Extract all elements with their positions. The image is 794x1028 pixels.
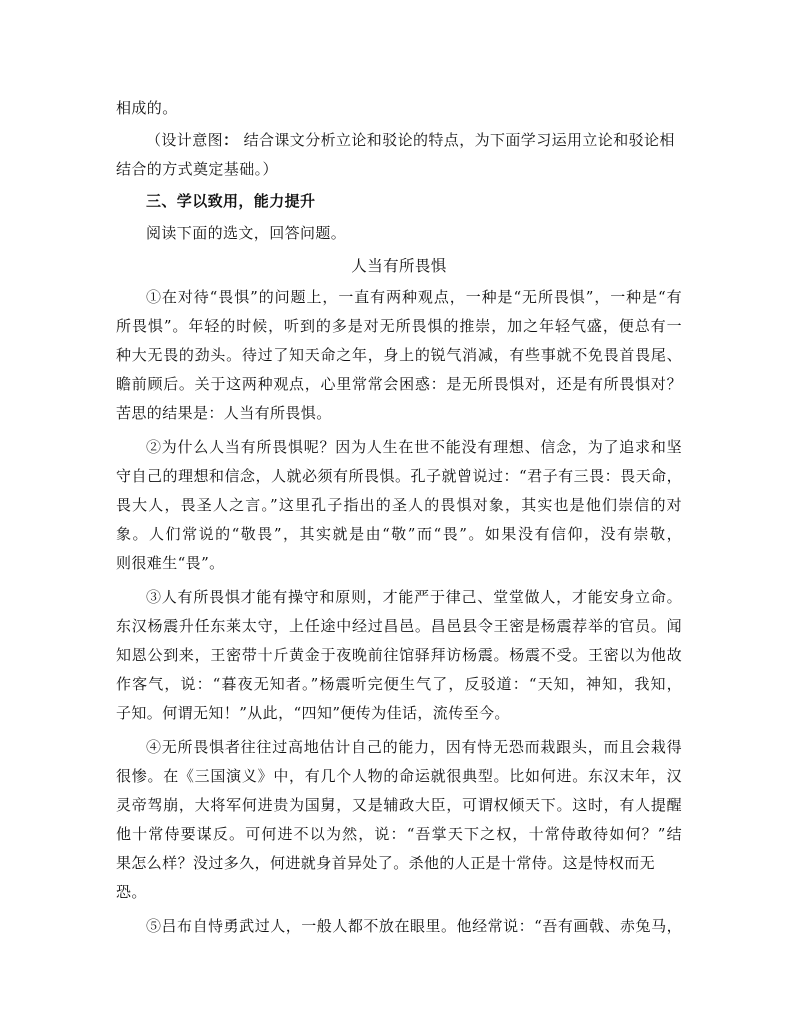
paragraph-line: 所畏惧”。年轻的时候，听到的多是对无所畏惧的推崇，加之年轻气盛，便总有一 — [116, 317, 682, 335]
design-intent-line-1 — [116, 126, 682, 155]
paragraph-line: ②为什么人当有所畏惧呢？因为人生在世不能没有理想、信念，为了追求和坚 — [146, 438, 682, 456]
paragraph-line: 作客气，说：“暮夜无知者。”杨震听完便生气了，反驳道：“天知，神知，我知， — [116, 675, 682, 693]
intro-line-1: 相成的。 — [116, 99, 178, 117]
article-title: 人当有所畏惧 — [351, 257, 447, 275]
paragraph-line: 畏大人，畏圣人之言。”这里孔子指出的圣人的畏惧对象，其实也是他们崇信的对 — [116, 496, 682, 514]
paragraph-line: 果怎么样？没过多久，何进就身首异处了。杀他的人正是十常侍。这是恃权而无恐。 — [116, 854, 656, 901]
paragraph-line: ③人有所畏惧才能有操守和原则，才能严于律己、堂堂做人，才能安身立命。 — [146, 588, 682, 606]
article-paragraph-5 — [116, 912, 682, 941]
design-intent-label-colon: ： — [223, 131, 239, 149]
paragraph-line: 守自己的理想和信念，人就必须有所畏惧。孔子就曾说过：“君子有三畏：畏天命， — [116, 467, 682, 485]
paragraph-line: 东汉杨震升任东莱太守，上任途中经过昌邑。昌邑县令王密是杨震荐举的官员。闻 — [116, 617, 682, 635]
article-paragraph-3 — [116, 583, 682, 728]
document-content — [116, 94, 682, 941]
reading-prompt: 阅读下面的选文，回答问题。 — [146, 224, 347, 242]
article-paragraph-2 — [116, 433, 682, 578]
design-intent-line-2: 结合的方式奠定基础。） — [116, 160, 278, 178]
article-paragraph-1 — [116, 283, 682, 428]
paragraph-line: 灵帝驾崩，大将军何进贵为国舅，又是辅政大臣，可谓权倾天下。这时，有人提醒 — [116, 796, 682, 814]
paragraph-line: 他十常侍要谋反。可何进不以为然，说：“吾掌天下之权，十常侍敢待如何？”结 — [116, 825, 682, 843]
paragraph-line: ④无所畏惧者往往过高地估计自己的能力，因有恃无恐而栽跟头，而且会栽得 — [146, 738, 682, 756]
paragraph-line: 苦思的结果是：人当有所畏惧。 — [116, 404, 332, 422]
paragraph-line: 子知。何谓无知！”从此，“四知”便传为佳话，流传至今。 — [116, 704, 510, 722]
paragraph-line: 种大无畏的劲头。待过了知天命之年，身上的锐气消减，有些事就不免畏首畏尾、 — [116, 346, 682, 364]
design-intent-text-1: 结合课文分析立论和驳论的特点，为下面学习运用立论和驳论相 — [243, 131, 675, 149]
paragraph-line: ①在对待“畏惧”的问题上，一直有两种观点，一种是“无所畏惧”，一种是“有 — [146, 288, 682, 306]
article-paragraph-4 — [116, 733, 682, 907]
paragraph-line: 则很难生“畏”。 — [116, 554, 225, 572]
paragraph-line: ⑤吕布自恃勇武过人，一般人都不放在眼里。他经常说：“吾有画戟、赤兔马， — [146, 917, 682, 935]
design-intent-label — [146, 131, 244, 149]
paragraph-line: 知恩公到来，王密带十斤黄金于夜晚前往馆驿拜访杨震。杨震不受。王密以为他故 — [116, 646, 682, 664]
section-heading: 三、学以致用，能力提升 — [146, 192, 316, 210]
paragraph-line: 很惨。在《三国演义》中，有几个人物的命运就很典型。比如何进。东汉末年，汉 — [116, 767, 682, 785]
paragraph-line: 瞻前顾后。关于这两种观点，心里常常会困惑：是无所畏惧对，还是有所畏惧对？ — [116, 375, 682, 393]
paragraph-line: 象。人们常说的“敬畏”，其实就是由“敬”而“畏”。如果没有信仰，没有崇敬， — [116, 525, 682, 543]
design-intent-label-open: （设计意图 — [146, 131, 224, 149]
